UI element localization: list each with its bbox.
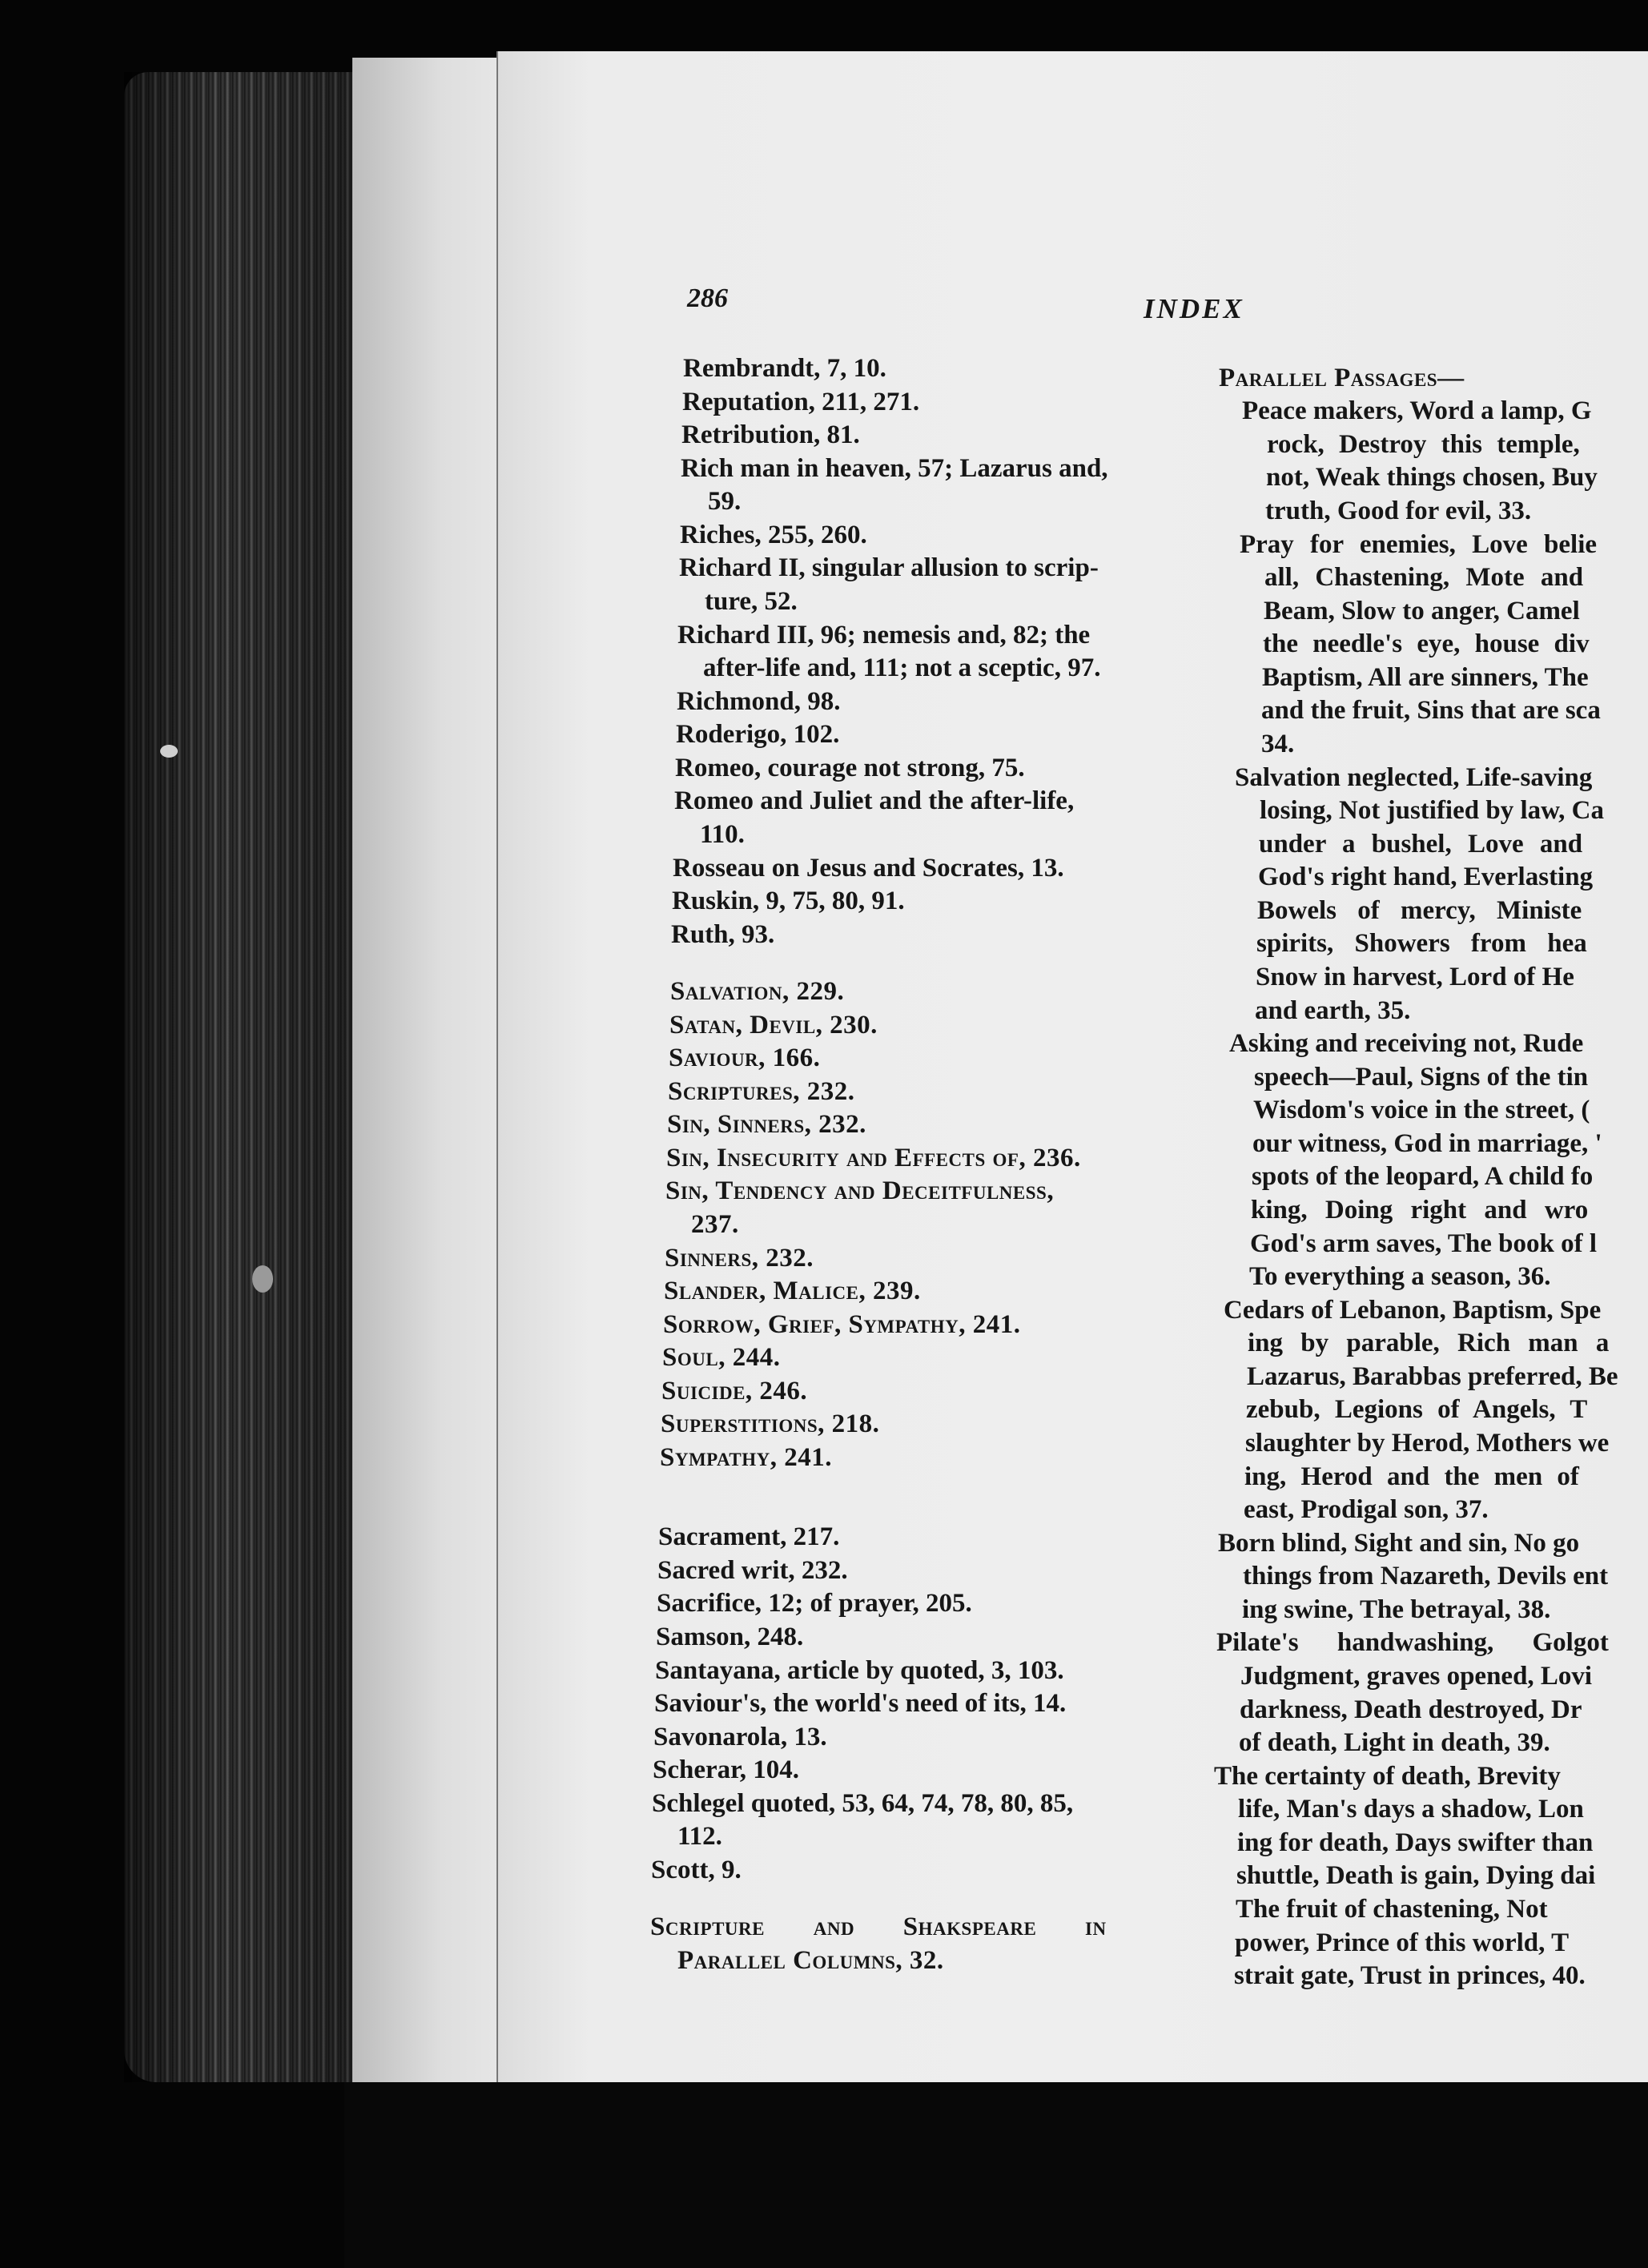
- index-entry-continuation: shuttle, Death is gain, Dying dai: [1236, 1861, 1596, 1890]
- index-entry: Rich man in heaven, 57; Lazarus and,: [681, 454, 1108, 483]
- index-entry-continuation: 110.: [700, 820, 745, 849]
- index-entry-continuation: under a bushel, Love and: [1259, 830, 1583, 859]
- index-entry-continuation: things from Nazareth, Devils ent: [1243, 1562, 1609, 1590]
- index-entry: Ruth, 93.: [671, 920, 775, 949]
- index-entry: Sacrifice, 12; of prayer, 205.: [657, 1589, 972, 1618]
- index-entry-continuation: life, Man's days a shadow, Lon: [1238, 1795, 1584, 1824]
- scan-speck: [252, 1265, 273, 1293]
- index-entry: Romeo, courage not strong, 75.: [675, 754, 1025, 782]
- index-topic-heading: Sympathy, 241.: [660, 1443, 833, 1472]
- index-entry: Samson, 248.: [656, 1623, 804, 1651]
- index-entry-continuation: truth, Good for evil, 33.: [1265, 497, 1532, 525]
- index-entry-continuation: rock, Destroy this temple,: [1267, 430, 1580, 459]
- index-entry: Sacrament, 217.: [658, 1522, 840, 1551]
- index-topic-heading: Scriptures, 232.: [668, 1077, 855, 1106]
- index-entry-continuation: Beam, Slow to anger, Camel: [1264, 597, 1580, 625]
- index-entry: Romeo and Juliet and the after-life,: [674, 786, 1075, 815]
- index-entry-continuation: the needle's eye, house div: [1263, 629, 1590, 658]
- index-topic-heading: Salvation, 229.: [670, 977, 845, 1006]
- index-topic-heading: Scripture and Shakspeare in: [650, 1912, 1107, 1941]
- index-entry-continuation: 59.: [708, 487, 742, 516]
- index-entry-continuation: and earth, 35.: [1255, 996, 1411, 1025]
- index-entry: Salvation neglected, Life-saving: [1235, 763, 1593, 792]
- index-entry-continuation: Snow in harvest, Lord of He: [1256, 963, 1574, 991]
- index-topic-heading: Superstitions, 218.: [661, 1409, 880, 1438]
- previous-page-strip: [352, 58, 500, 2092]
- index-entry-continuation: after-life and, 111; not a sceptic, 97.: [703, 653, 1101, 682]
- scan-speck: [160, 745, 178, 758]
- index-entry-continuation: The fruit of chastening, Not: [1236, 1895, 1548, 1924]
- index-topic-heading: Sin, Insecurity and Effects of, 236.: [666, 1144, 1081, 1172]
- index-entry: Richard II, singular allusion to scrip-: [679, 553, 1099, 582]
- index-entry-continuation: ing swine, The betrayal, 38.: [1242, 1595, 1551, 1624]
- index-entry-continuation: power, Prince of this world, T: [1235, 1928, 1570, 1957]
- index-entry-continuation: our witness, God in marriage, ': [1252, 1129, 1602, 1158]
- index-entry-continuation: and the fruit, Sins that are sca: [1261, 696, 1601, 725]
- index-entry-continuation: 34.: [1261, 730, 1295, 758]
- index-entry: Rosseau on Jesus and Socrates, 13.: [673, 854, 1064, 883]
- index-entry-continuation: not, Weak things chosen, Buy: [1266, 463, 1598, 492]
- index-entry: Schlegel quoted, 53, 64, 74, 78, 80, 85,: [652, 1789, 1074, 1818]
- index-entry-continuation: speech—Paul, Signs of the tin: [1254, 1063, 1589, 1092]
- index-entry: Santayana, article by quoted, 3, 103.: [655, 1656, 1064, 1685]
- index-entry: Ruskin, 9, 75, 80, 91.: [672, 887, 905, 915]
- index-entry-continuation: 237.: [691, 1210, 739, 1239]
- index-entry-continuation: Wisdom's voice in the street, (: [1253, 1096, 1590, 1124]
- index-topic-heading: Sorrow, Grief, Sympathy, 241.: [663, 1310, 1021, 1339]
- index-entry: Richard III, 96; nemesis and, 82; the: [677, 621, 1091, 649]
- index-entry-continuation: east, Prodigal son, 37.: [1244, 1495, 1489, 1524]
- index-entry-continuation: Bowels of mercy, Ministe: [1257, 896, 1582, 925]
- index-entry-continuation: slaughter by Herod, Mothers we: [1245, 1429, 1610, 1458]
- index-entry-continuation: of death, Light in death, 39.: [1239, 1728, 1550, 1757]
- index-topic-heading: Parallel Passages—: [1219, 364, 1465, 392]
- index-topic-heading: Soul, 244.: [662, 1343, 781, 1372]
- index-entry: Born blind, Sight and sin, No go: [1218, 1529, 1580, 1558]
- index-entry-continuation: spirits, Showers from hea: [1256, 929, 1587, 958]
- index-entry-continuation: God's arm saves, The book of l: [1250, 1229, 1598, 1258]
- page-number: 286: [687, 284, 728, 313]
- index-entry: Pilate's handwashing, Golgot: [1216, 1628, 1609, 1657]
- index-topic-heading: Satan, Devil, 230.: [669, 1011, 878, 1040]
- index-entry-continuation: ture, 52.: [705, 587, 798, 616]
- index-entry-continuation: ing by parable, Rich man a: [1248, 1329, 1610, 1357]
- index-entry: Saviour's, the world's need of its, 14.: [654, 1689, 1067, 1718]
- index-entry-continuation: Parallel Columns, 32.: [677, 1946, 944, 1975]
- index-entry: Sacred writ, 232.: [657, 1556, 848, 1585]
- index-entry-continuation: 112.: [677, 1822, 722, 1851]
- index-entry-continuation: Judgment, graves opened, Lovi: [1240, 1662, 1593, 1691]
- index-topic-heading: Slander, Malice, 239.: [664, 1277, 921, 1305]
- index-entry: Cedars of Lebanon, Baptism, Spe: [1224, 1296, 1602, 1325]
- index-topic-heading: Suicide, 246.: [661, 1377, 808, 1405]
- index-entry: Rembrandt, 7, 10.: [683, 354, 886, 383]
- index-entry-continuation: spots of the leopard, A child fo: [1252, 1162, 1594, 1191]
- index-entry-continuation: zebub, Legions of Angels, T: [1246, 1395, 1588, 1424]
- index-entry-continuation: all, Chastening, Mote and: [1264, 563, 1584, 592]
- index-entry: Asking and receiving not, Rude: [1229, 1029, 1584, 1058]
- index-topic-heading: Sinners, 232.: [665, 1244, 814, 1273]
- bottom-shadow: [344, 2082, 1648, 2268]
- index-entry-continuation: To everything a season, 36.: [1249, 1262, 1551, 1291]
- index-topic-heading: Sin, Sinners, 232.: [667, 1110, 866, 1139]
- running-head: INDEX: [1144, 293, 1244, 324]
- index-entry: Richmond, 98.: [677, 687, 841, 716]
- index-entry: Peace makers, Word a lamp, G: [1242, 396, 1592, 425]
- index-entry-continuation: Lazarus, Barabbas preferred, Be: [1247, 1362, 1618, 1391]
- index-entry-continuation: darkness, Death destroyed, Dr: [1240, 1695, 1582, 1724]
- index-entry-continuation: ing for death, Days swifter than: [1237, 1828, 1594, 1857]
- index-entry: Pray for enemies, Love belie: [1240, 530, 1598, 559]
- index-entry: Reputation, 211, 271.: [682, 388, 920, 416]
- index-topic-heading: Sin, Tendency and Deceitfulness,: [665, 1176, 1055, 1205]
- index-entry-continuation: God's right hand, Everlasting: [1258, 863, 1594, 891]
- index-entry: Savonarola, 13.: [653, 1723, 827, 1751]
- index-entry-continuation: king, Doing right and wro: [1251, 1196, 1589, 1224]
- index-entry-continuation: losing, Not justified by law, Ca: [1260, 796, 1604, 825]
- book-page-edge: [124, 72, 364, 2082]
- index-entry: Retribution, 81.: [681, 420, 860, 449]
- index-entry: The certainty of death, Brevity: [1214, 1762, 1561, 1791]
- index-entry: Scott, 9.: [651, 1856, 742, 1884]
- index-entry-continuation: strait gate, Trust in princes, 40.: [1234, 1961, 1586, 1990]
- index-entry: Riches, 255, 260.: [680, 521, 867, 549]
- index-entry-continuation: ing, Herod and the men of: [1244, 1462, 1579, 1491]
- index-entry: Scherar, 104.: [653, 1755, 800, 1784]
- index-entry-continuation: Baptism, All are sinners, The: [1262, 663, 1589, 692]
- index-entry: Roderigo, 102.: [676, 720, 840, 749]
- index-topic-heading: Saviour, 166.: [669, 1044, 821, 1072]
